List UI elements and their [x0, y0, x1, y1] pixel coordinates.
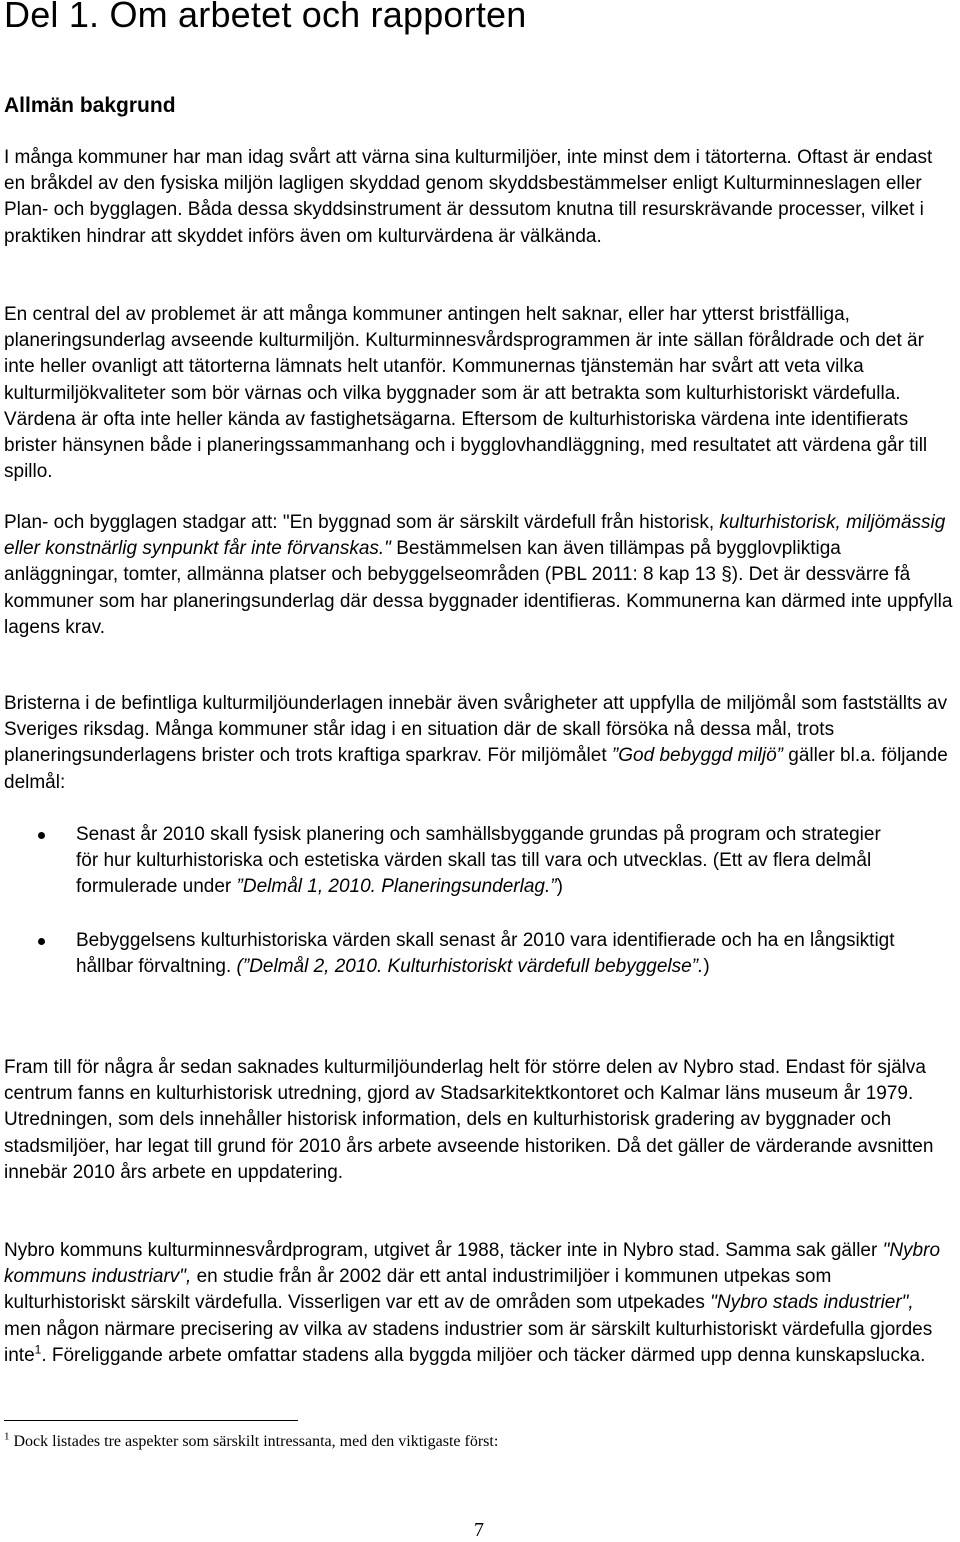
- section-heading: Allmän bakgrund: [4, 94, 176, 117]
- footnote-reference[interactable]: 1: [34, 1342, 42, 1357]
- list-item-reference: ”Delmål 1, 2010. Planeringsunderlag.”: [236, 876, 557, 898]
- paragraph-6-text-a: Nybro kommuns kulturminnesvårdprogram, utgivet år 1988, täcker inte in Nybro stad. Samma sak gäller: [4, 1240, 883, 1261]
- paragraph-4-text-a: Bristerna i de befintliga kulturmiljöunderlagen innebär även svårigheter att uppfylla de miljömål som fastställts av Sveriges riksdag. Många kommuner står idag i en situation där de skall försöka nå dessa mål, trots planeringsunderlagens brister och trots kraftiga sparkrav. För miljömålet: [4, 693, 948, 767]
- footnote-divider: [4, 1420, 298, 1421]
- paragraph-6: [4, 1238, 954, 1369]
- goal-list: [4, 822, 904, 980]
- paragraph-4-text-b: gäller bl.a. följande delmål:: [4, 745, 948, 793]
- paragraph-3-text-a: Plan- och bygglagen stadgar att: "En byggnad som är särskilt värdefull från historisk,: [4, 512, 720, 533]
- footnote-marker: 1: [4, 1430, 10, 1443]
- bullet-icon: [38, 832, 45, 839]
- paragraph-4: [4, 691, 954, 796]
- list-item: [4, 928, 904, 980]
- paragraph-2: En central del av problemet är att många kommuner antingen helt saknar, eller har ytterst bristfälliga, planeringsunderlag avseende kulturmiljön. Kulturminnesvårdsprogrammen är inte sällan föråldrade och det är inte heller ovanligt att tätorterna lämnats helt utanför. Kommunernas tjänstemän har svårt att veta vilka kulturmiljökvaliteter som bör värnas och vilka byggnader som är att betrakta som kulturhistoriskt värdefulla. Värdena är ofta inte heller kända av fastighetsägarna. Eftersom de kulturhistoriska värdena inte identifierats brister hänsynen både i planeringssammanhang och i bygglovhandläggning, med resultatet att värdena går till spillo.: [4, 304, 928, 483]
- footnote-text: Dock listades tre aspekter som särskilt intressanta, med den viktigaste först:: [9, 1433, 499, 1450]
- list-item-reference: (”Delmål 2, 2010. Kulturhistoriskt värdefull bebyggelse”.: [236, 955, 704, 977]
- list-item-text: Senast år 2010 skall fysisk planering och samhällsbyggande grundas på program och strategier för hur kulturhistoriska och estetiska värden skall tas till vara och utvecklas. (Ett av flera delmål formulerade under: [76, 824, 881, 898]
- paragraph-4-goal: ”God bebyggd miljö”: [611, 745, 784, 767]
- paragraph-1: I många kommuner har man idag svårt att värna sina kulturmiljöer, inte minst dem i tätorterna. Oftast är endast en bråkdel av den fysiska miljön lagligen skyddad genom skyddsbestämmelser enligt Kulturminneslagen eller Plan- och bygglagen. Båda dessa skyddsinstrument är dessutom knutna till resurskrävande processer, vilket i praktiken hindrar att skyddet införs även om kulturvärdena är välkända.: [4, 147, 933, 247]
- paragraph-6-text-d: . Föreliggande arbete omfattar stadens alla byggda miljöer och täcker därmed upp denna kunskapslucka.: [41, 1344, 926, 1366]
- paragraph-6-text-c: men någon närmare precisering av vilka av stadens industrier som är särskilt kulturhistoriskt värdefulla gjordes inte: [4, 1318, 933, 1366]
- list-item-tail: ): [556, 876, 563, 898]
- paragraph-3-text-b: Bestämmelsen kan även tillämpas på bygglovpliktiga anläggningar, tomter, allmänna platser och bebyggelseområden (PBL 2011: 8 kap 13 §). Det är dessvärre få kommuner som har planeringsunderlag där dessa byggnader identifieras. Kommunerna kan därmed inte uppfylla lagens krav.: [4, 538, 953, 638]
- footnote: [4, 1432, 498, 1452]
- paragraph-6-title-a: "Nybro kommuns industriarv",: [4, 1240, 941, 1288]
- list-item-text: Bebyggelsens kulturhistoriska värden skall senast år 2010 vara identifierade och ha en långsiktigt hållbar förvaltning.: [76, 929, 895, 977]
- paragraph-3: [4, 510, 954, 641]
- bullet-icon: [38, 938, 45, 945]
- page-title: Del 1. Om arbetet och rapporten: [4, 0, 527, 35]
- paragraph-6-text-b: en studie från år 2002 där ett antal industrimiljöer i kommunen utpekas som kulturhistoriskt särskilt värdefulla. Visserligen var ett av de områden som utpekades: [4, 1266, 832, 1314]
- list-item: [4, 822, 904, 901]
- page-number: 7: [474, 1519, 484, 1541]
- paragraph-6-title-b: "Nybro stads industrier",: [710, 1292, 914, 1314]
- paragraph-5: Fram till för några år sedan saknades kulturmiljöunderlag helt för större delen av Nybro stad. Endast för själva centrum fanns en kulturhistorisk utredning, gjord av Stadsarkitektkontoret och Kalmar läns museum år 1979. Utredningen, som dels innehåller historisk information, dels en kulturhistorisk gradering av byggnader och stadsmiljöer, har legat till grund för 2010 års arbete avseende historiken. Då det gäller de värderande avsnitten innebär 2010 års arbete en uppdatering.: [4, 1057, 934, 1183]
- paragraph-3-quote: kulturhistorisk, miljömässig eller konstnärlig synpunkt får inte förvanskas.": [4, 512, 946, 560]
- list-item-tail: ): [703, 955, 710, 977]
